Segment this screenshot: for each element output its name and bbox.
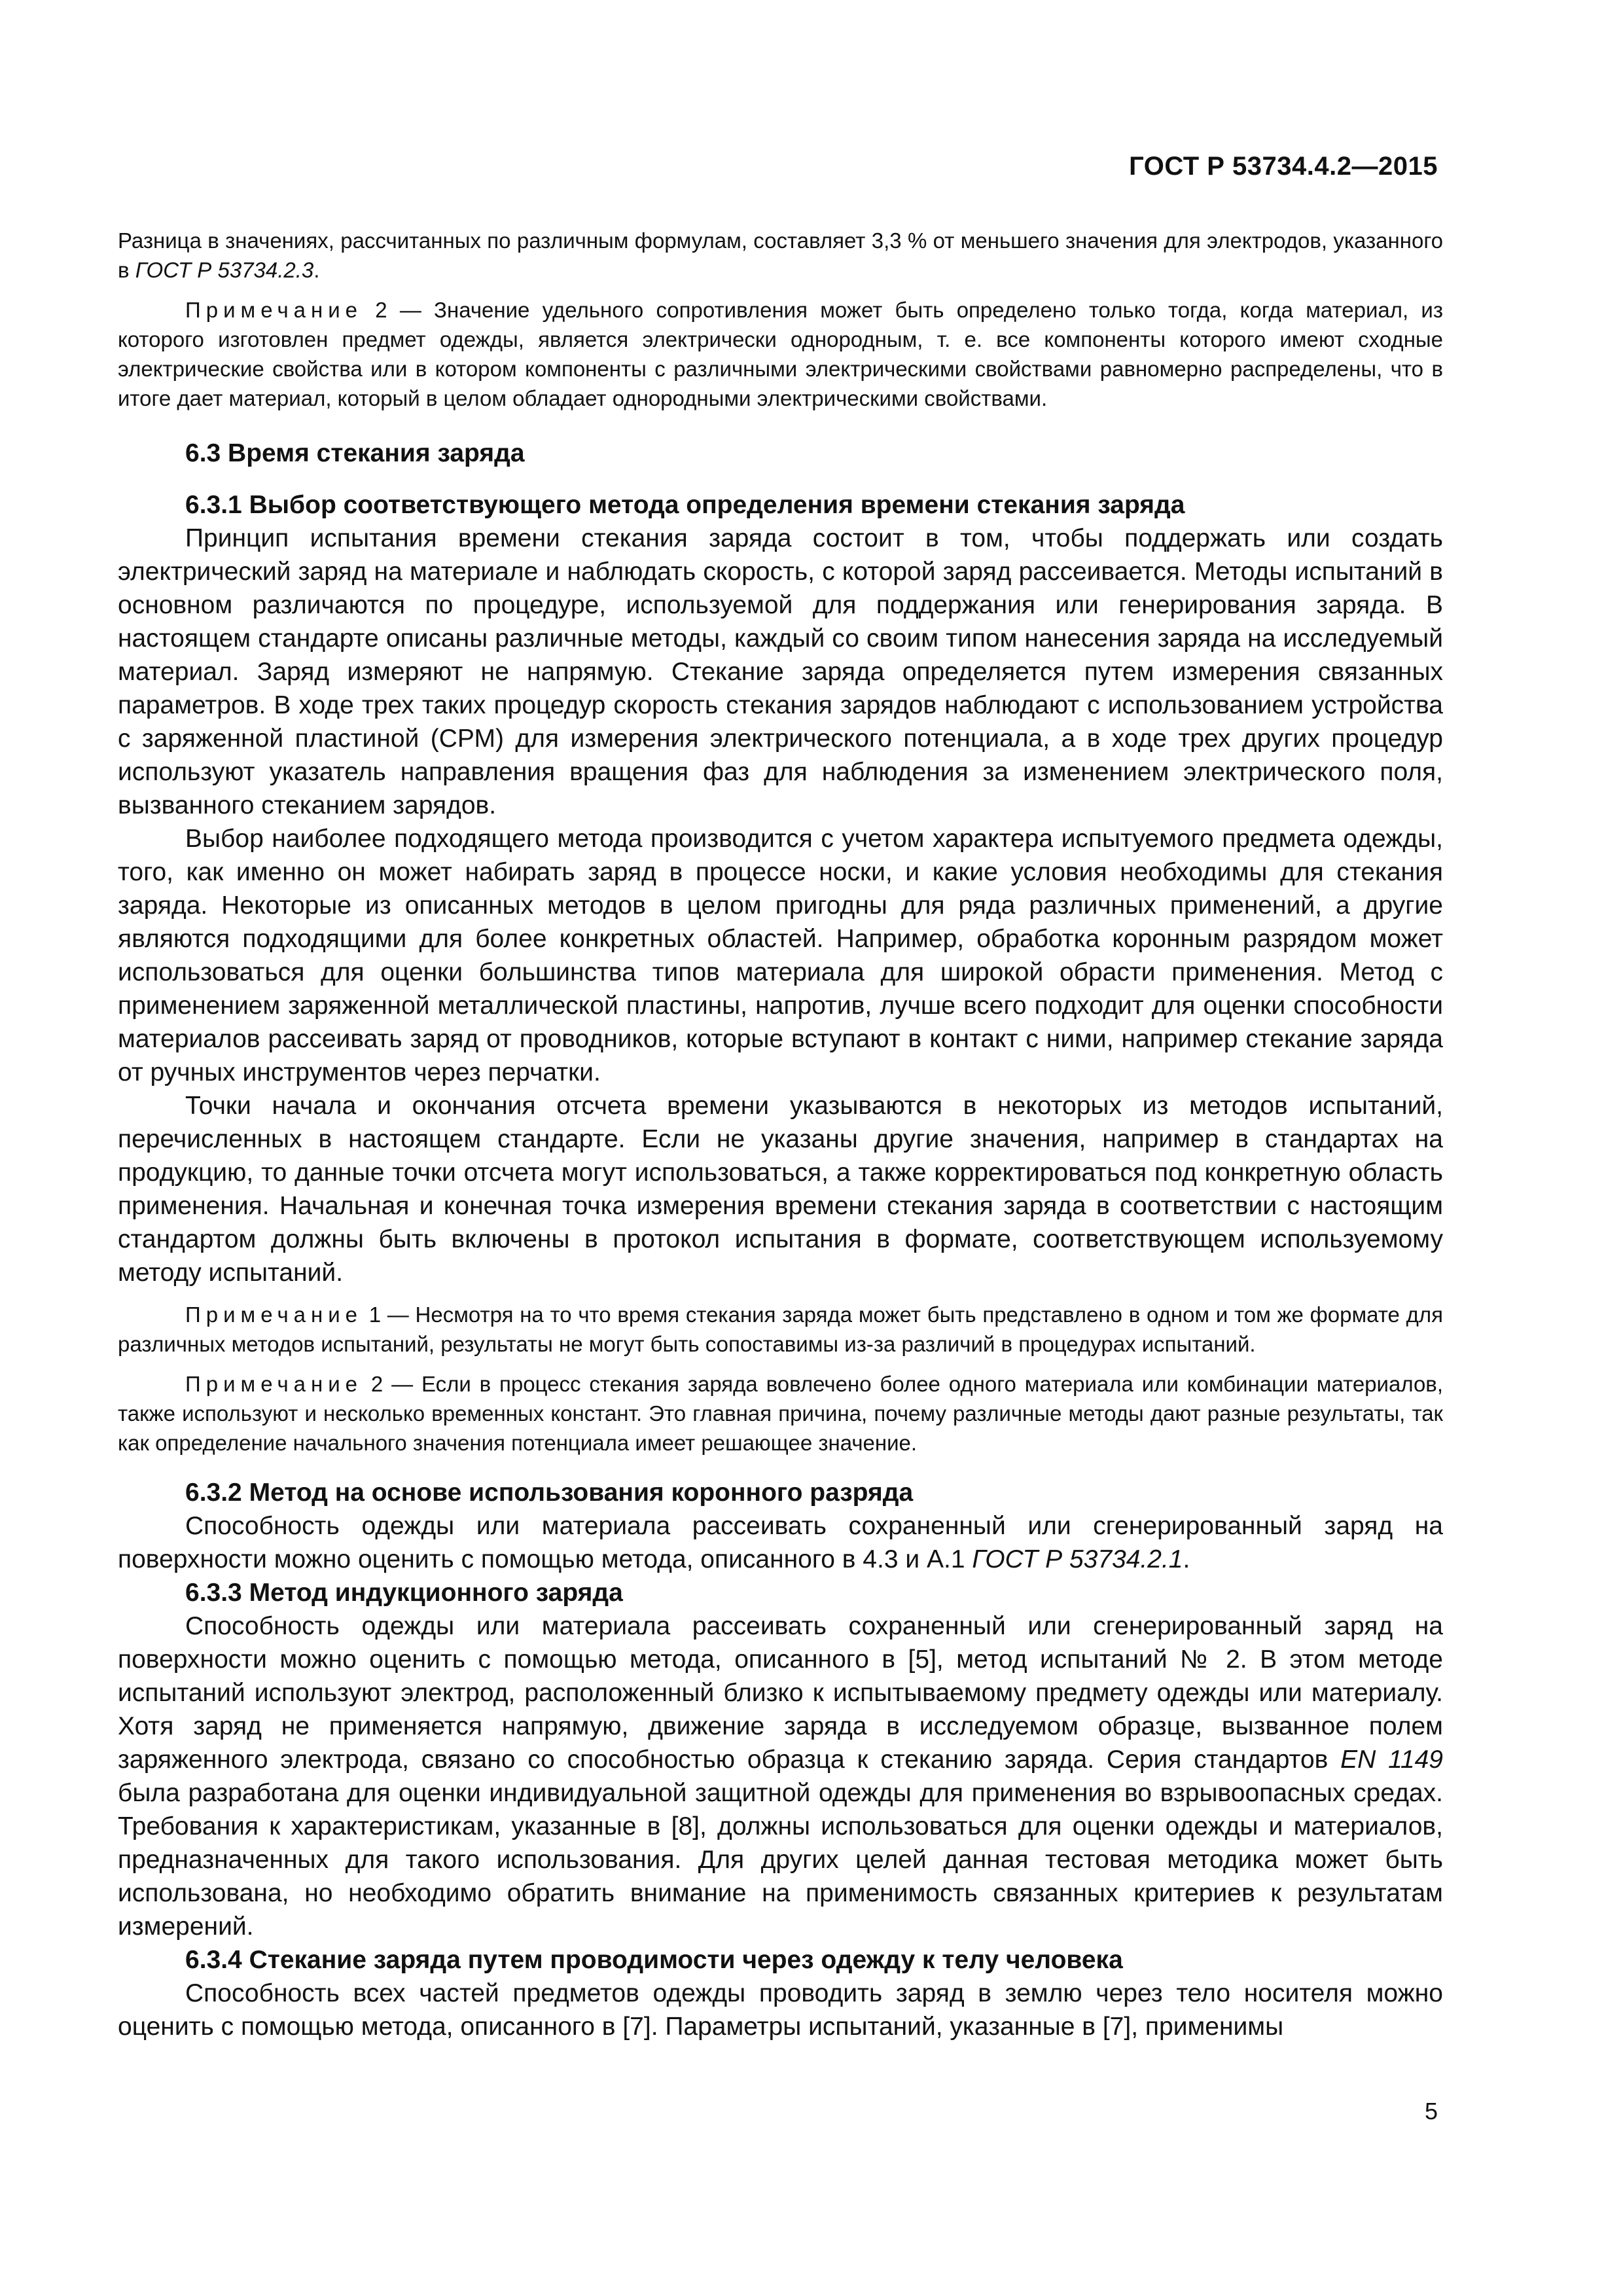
note-text: 2 — Значение удельного сопротивления может быть определено только тогда, когда материал, из которого изготовлен предмет одежды, является электрически однородным, т. е. все компоненты которого имеют сходные электрические свойства или в котором компоненты с различными электрическими свойствами равномерно распределены, что в итоге дает материал, который в целом обладает однородными электрическими свойствами. bbox=[118, 298, 1443, 410]
page-content bbox=[118, 226, 1443, 2043]
paragraph-time-points: Точки начала и окончания отсчета времени указываются в некоторых из методов испытаний, перечисленных в настоящем стандарте. Если не указаны другие значения, например в стандартах на продукцию, то данные точки отсчета могут использоваться, а также корректироваться под конкретную область применения. Начальная и конечная точка измерения времени стекания заряда в соответствии с настоящим стандартом должны быть включены в протокол испытания в формате, соответствующем используемому методу испытаний. bbox=[118, 1092, 1443, 1287]
standard-reference: EN 1149 bbox=[1340, 1746, 1443, 1774]
paragraph-method-selection: Выбор наиболее подходящего метода производится с учетом характера испытуемого предмета одежды, того, как именно он может набирать заряд в процессе носки, и какие условия необходимы для стекания заряда. Некоторые из описанных методов в целом пригодны для ряда различных применений, а другие являются подходящими для более конкретных областей. Например, обработка коронным разрядом может использоваться для оценки большинства типов материала для широкой обрасти применения. Метод с применением заряженной металлической пластины, напротив, лучше всего подходит для оценки способности материалов рассеивать заряд от проводников, которые вступают в контакт с ними, например стекание заряда от ручных инструментов через перчатки. bbox=[118, 825, 1443, 1086]
note-label: Примечание bbox=[185, 1372, 363, 1396]
note-label: Примечание bbox=[185, 1302, 363, 1327]
note-label: Примечание bbox=[185, 298, 363, 322]
paragraph-test-principle: Принцип испытания времени стекания заряда состоит в том, чтобы поддержать или создать электрический заряд на материале и наблюдать скорость, с которой заряд рассеивается. Методы испытаний в основном различаются по процедуре, используемой для поддержания или генерирования заряда. В настоящем стандарте описаны различные методы, каждый со своим типом нанесения заряда на исследуемый материал. Заряд измеряют не напрямую. Стекание заряда определяется путем измерения связанных параметров. В ходе трех таких процедур скорость стекания зарядов наблюдают с использованием устройства с заряженной пластиной (СРМ) для измерения электрического потенциала, а в ходе трех других процедур используют указатель направления вращения фаз для наблюдения за изменением электрического поля, вызванного стеканием зарядов. bbox=[118, 524, 1443, 819]
section-heading-6-3-4: 6.3.4 Стекание заряда путем проводимости через одежду к телу человека bbox=[185, 1946, 1123, 1974]
note-2-resistivity bbox=[118, 295, 1443, 413]
intro-end: . bbox=[313, 258, 320, 282]
section-heading-6-3-2: 6.3.2 Метод на основе использования коронного разряда bbox=[185, 1479, 914, 1507]
corona-text: Способность одежды или материала рассеивать сохраненный или сгенерированный заряд на поверхности можно оценить с помощью метода, описанного в 4.3 и А.1 bbox=[118, 1512, 1443, 1573]
paragraph-conduction-method: Способность всех частей предметов одежды проводить заряд в землю через тело носителя можно оценить с помощью метода, описанного в [7]. Параметры испытаний, указанные в [7], применимы bbox=[118, 1979, 1443, 2041]
note-2-time-constants bbox=[118, 1369, 1443, 1458]
document-code: ГОСТ Р 53734.4.2—2015 bbox=[1129, 152, 1438, 181]
induction-text: Способность одежды или материала рассеивать сохраненный или сгенерированный заряд на поверхности можно оценить с помощью метода, описанного в [5], метод испытаний № 2. В этом методе испытаний используют электрод, расположенный близко к испытываемому предмету одежды или материалу. Хотя заряд не применяется напрямую, движение заряда в исследуемом образце, вызванное полем заряженного электрода, связано со способностью образца к стеканию заряда. Серия стандартов bbox=[118, 1612, 1443, 1774]
note-text: 1 — Несмотря на то что время стекания заряда может быть представлено в одном и том же формате для различных методов испытаний, результаты не могут быть сопоставимы из-за различий в процедурах испытаний. bbox=[118, 1302, 1443, 1356]
intro-text: Разница в значениях, рассчитанных по различным формулам, составляет 3,3 % от меньшего значения для электродов, указанного в bbox=[118, 228, 1443, 282]
section-heading-6-3-1: 6.3.1 Выбор соответствующего метода определения времени стекания заряда bbox=[185, 491, 1185, 519]
note-text: 2 — Если в процесс стекания заряда вовлечено более одного материала или комбинации материалов, также используют и несколько временных констант. Это главная причина, почему различные методы дают разные результаты, так как определение начального значения потенциала имеет решающее значение. bbox=[118, 1372, 1443, 1455]
paragraph-induction-method bbox=[118, 1609, 1443, 1943]
standard-reference: ГОСТ Р 53734.2.3 bbox=[135, 258, 314, 282]
section-heading-6-3-3: 6.3.3 Метод индукционного заряда bbox=[185, 1579, 623, 1607]
corona-end: . bbox=[1183, 1545, 1190, 1573]
induction-text-cont: была разработана для оценки индивидуальной защитной одежды для применения во взрывоопасных средах. Требования к характеристикам, указанные в [8], должны использоваться для оценки одежды и материалов, предназначенных для такого использования. Для других целей данная тестовая методика может быть использована, но необходимо обратить внимание на применимость связанных критериев к результатам измерений. bbox=[118, 1779, 1443, 1941]
standard-reference: ГОСТ Р 53734.2.1 bbox=[972, 1545, 1183, 1573]
intro-paragraph bbox=[118, 226, 1443, 285]
section-heading-6-3: 6.3 Время стекания заряда bbox=[185, 439, 525, 467]
note-1-comparability bbox=[118, 1300, 1443, 1359]
page-number: 5 bbox=[1424, 2098, 1438, 2125]
paragraph-corona-method bbox=[118, 1509, 1443, 1576]
